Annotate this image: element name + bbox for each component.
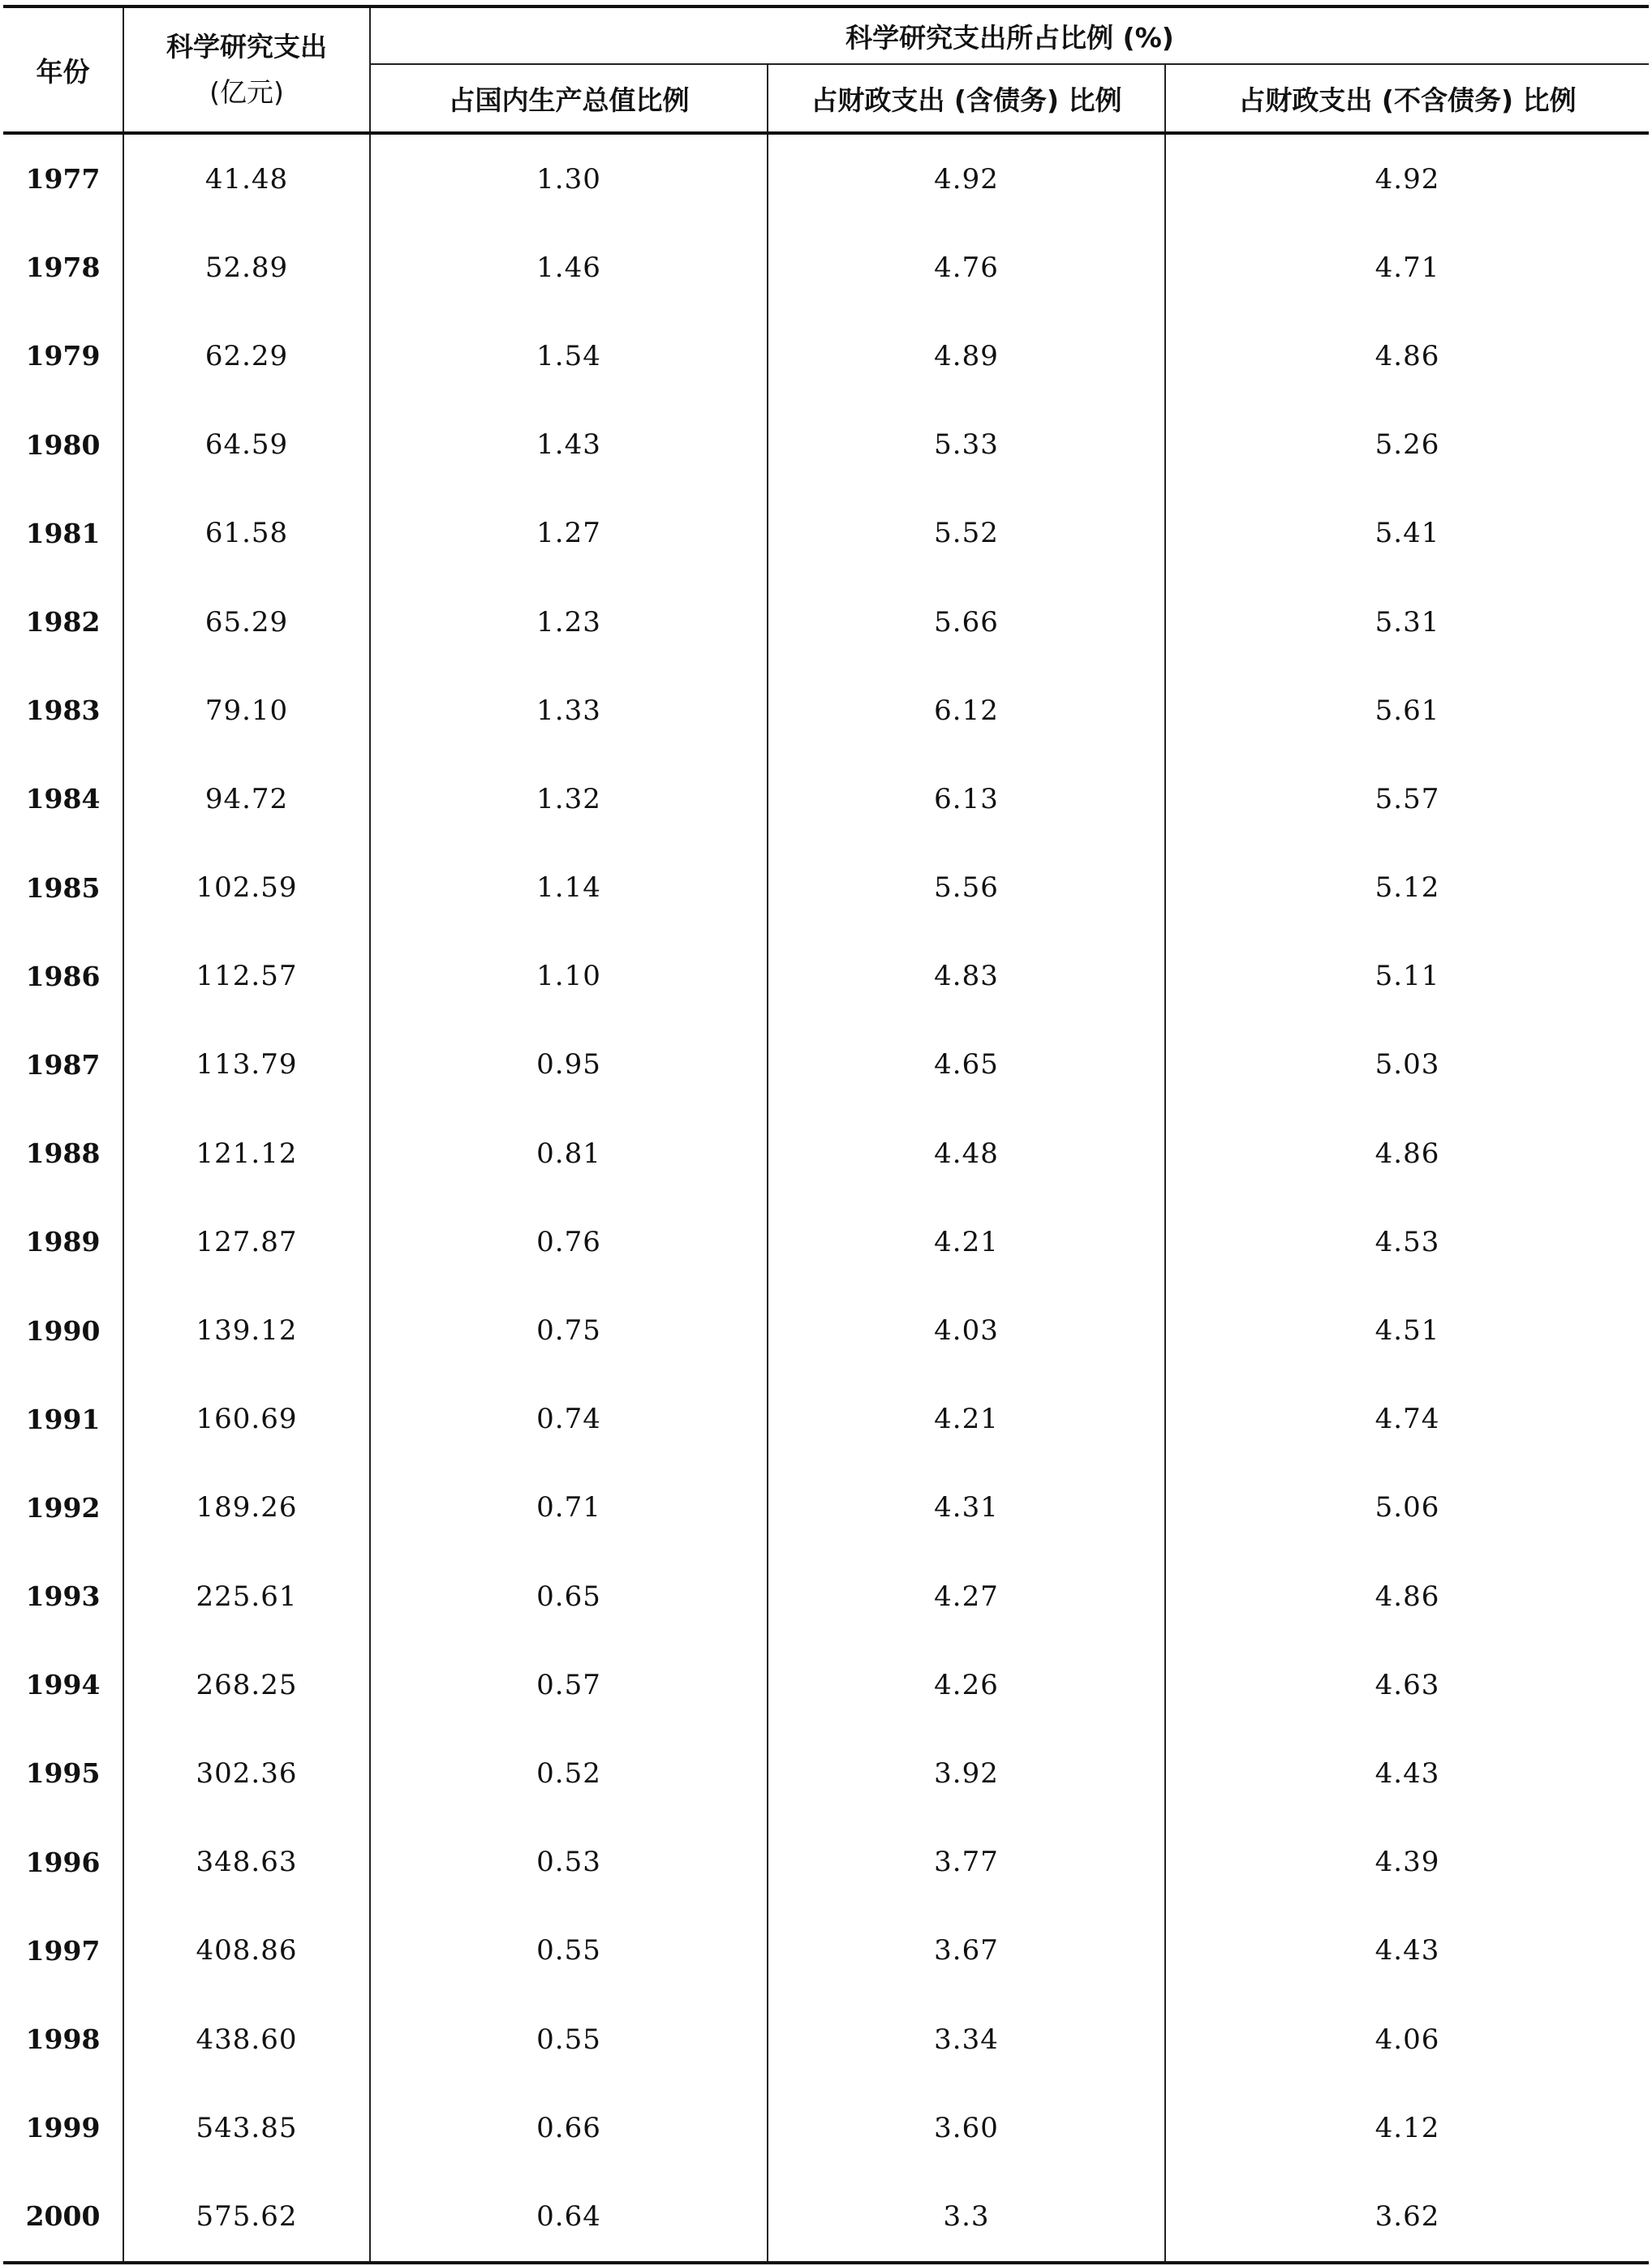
gdp-ratio-cell: 0.71 — [370, 1464, 768, 1552]
fiscal-without-debt-cell: 3.62 — [1165, 2172, 1649, 2262]
expenditure-cell: 102.59 — [123, 844, 370, 932]
fiscal-without-debt-cell: 4.12 — [1165, 2083, 1649, 2172]
fiscal-without-debt-cell: 5.12 — [1165, 844, 1649, 932]
fiscal-with-debt-cell: 4.26 — [768, 1640, 1165, 1729]
year-cell: 1984 — [3, 755, 123, 843]
gdp-ratio-cell: 0.64 — [370, 2172, 768, 2262]
table-row — [3, 1640, 1649, 1729]
year-cell: 1991 — [3, 1375, 123, 1464]
year-cell: 1979 — [3, 312, 123, 400]
expenditure-column-header — [123, 6, 370, 133]
fiscal-without-debt-cell: 4.74 — [1165, 1375, 1649, 1464]
gdp-ratio-cell: 0.57 — [370, 1640, 768, 1729]
gdp-ratio-cell: 1.30 — [370, 133, 768, 223]
fiscal-with-debt-cell: 4.65 — [768, 1021, 1165, 1109]
gdp-ratio-cell: 1.33 — [370, 666, 768, 755]
year-cell: 1999 — [3, 2083, 123, 2172]
expenditure-cell: 348.63 — [123, 1818, 370, 1907]
fiscal-with-debt-cell: 5.66 — [768, 578, 1165, 666]
year-cell: 1992 — [3, 1464, 123, 1552]
year-cell: 1981 — [3, 489, 123, 578]
expenditure-cell: 52.89 — [123, 223, 370, 312]
table-row — [3, 1995, 1649, 2083]
fiscal-with-debt-cell: 4.76 — [768, 223, 1165, 312]
fiscal-with-debt-cell: 3.92 — [768, 1729, 1165, 1817]
expenditure-cell: 575.62 — [123, 2172, 370, 2262]
fiscal-without-debt-column-header: 占财政支出 (不含债务) 比例 — [1165, 64, 1649, 133]
table-row — [3, 223, 1649, 312]
fiscal-with-debt-cell: 4.27 — [768, 1552, 1165, 1640]
year-cell: 1993 — [3, 1552, 123, 1640]
table-row — [3, 133, 1649, 223]
gdp-ratio-cell: 1.43 — [370, 401, 768, 489]
year-cell: 2000 — [3, 2172, 123, 2262]
fiscal-with-debt-cell: 6.12 — [768, 666, 1165, 755]
fiscal-without-debt-cell: 5.11 — [1165, 932, 1649, 1021]
year-cell: 1995 — [3, 1729, 123, 1817]
gdp-ratio-cell: 1.32 — [370, 755, 768, 843]
fiscal-with-debt-cell: 3.60 — [768, 2083, 1165, 2172]
expenditure-cell: 225.61 — [123, 1552, 370, 1640]
expenditure-cell: 112.57 — [123, 932, 370, 1021]
expenditure-header-title: 科学研究支出 — [166, 31, 327, 62]
expenditure-cell: 543.85 — [123, 2083, 370, 2172]
gdp-ratio-cell: 0.52 — [370, 1729, 768, 1817]
fiscal-without-debt-cell: 4.43 — [1165, 1907, 1649, 1995]
fiscal-without-debt-cell: 4.86 — [1165, 1109, 1649, 1197]
expenditure-cell: 121.12 — [123, 1109, 370, 1197]
expenditure-cell: 302.36 — [123, 1729, 370, 1817]
fiscal-without-debt-cell: 4.51 — [1165, 1286, 1649, 1374]
fiscal-without-debt-cell: 4.06 — [1165, 1995, 1649, 2083]
fiscal-with-debt-column-header: 占财政支出 (含债务) 比例 — [768, 64, 1165, 133]
table-row — [3, 1464, 1649, 1552]
gdp-ratio-cell: 0.66 — [370, 2083, 768, 2172]
fiscal-without-debt-cell: 5.26 — [1165, 401, 1649, 489]
year-cell: 1989 — [3, 1197, 123, 1286]
gdp-ratio-cell: 0.55 — [370, 1995, 768, 2083]
gdp-ratio-cell: 1.23 — [370, 578, 768, 666]
fiscal-with-debt-cell: 4.31 — [768, 1464, 1165, 1552]
year-cell: 1987 — [3, 1021, 123, 1109]
table-row — [3, 1907, 1649, 1995]
gdp-ratio-cell: 0.95 — [370, 1021, 768, 1109]
fiscal-without-debt-cell: 4.53 — [1165, 1197, 1649, 1286]
gdp-ratio-cell: 1.10 — [370, 932, 768, 1021]
fiscal-without-debt-cell: 5.06 — [1165, 1464, 1649, 1552]
expenditure-cell: 94.72 — [123, 755, 370, 843]
fiscal-without-debt-cell: 4.92 — [1165, 133, 1649, 223]
expenditure-cell: 62.29 — [123, 312, 370, 400]
year-cell: 1996 — [3, 1818, 123, 1907]
fiscal-without-debt-cell: 4.43 — [1165, 1729, 1649, 1817]
table-row — [3, 1375, 1649, 1464]
table-body — [3, 133, 1649, 2263]
fiscal-with-debt-cell: 5.33 — [768, 401, 1165, 489]
year-cell: 1982 — [3, 578, 123, 666]
fiscal-with-debt-cell: 5.52 — [768, 489, 1165, 578]
year-cell: 1997 — [3, 1907, 123, 1995]
gdp-ratio-cell: 1.46 — [370, 223, 768, 312]
fiscal-without-debt-cell: 5.61 — [1165, 666, 1649, 755]
year-cell: 1990 — [3, 1286, 123, 1374]
fiscal-without-debt-cell: 5.41 — [1165, 489, 1649, 578]
table-row — [3, 1109, 1649, 1197]
year-cell: 1978 — [3, 223, 123, 312]
fiscal-without-debt-cell: 4.39 — [1165, 1818, 1649, 1907]
expenditure-cell: 113.79 — [123, 1021, 370, 1109]
year-cell: 1986 — [3, 932, 123, 1021]
expenditure-cell: 160.69 — [123, 1375, 370, 1464]
fiscal-without-debt-cell: 5.03 — [1165, 1021, 1649, 1109]
expenditure-cell: 64.59 — [123, 401, 370, 489]
table-row — [3, 666, 1649, 755]
expenditure-cell: 41.48 — [123, 133, 370, 223]
expenditure-cell: 139.12 — [123, 1286, 370, 1374]
fiscal-with-debt-cell: 4.83 — [768, 932, 1165, 1021]
fiscal-without-debt-cell: 4.71 — [1165, 223, 1649, 312]
expenditure-cell: 127.87 — [123, 1197, 370, 1286]
fiscal-with-debt-cell: 4.92 — [768, 133, 1165, 223]
table-row — [3, 1552, 1649, 1640]
fiscal-with-debt-cell: 3.67 — [768, 1907, 1165, 1995]
gdp-ratio-cell: 1.54 — [370, 312, 768, 400]
year-column-header: 年份 — [3, 6, 123, 133]
gdp-ratio-cell: 1.14 — [370, 844, 768, 932]
table-row — [3, 1729, 1649, 1817]
year-cell: 1983 — [3, 666, 123, 755]
gdp-ratio-cell: 0.76 — [370, 1197, 768, 1286]
table-row — [3, 312, 1649, 400]
fiscal-with-debt-cell: 4.21 — [768, 1197, 1165, 1286]
year-cell: 1985 — [3, 844, 123, 932]
expenditure-header-unit: (亿元) — [209, 76, 284, 108]
gdp-ratio-cell: 0.81 — [370, 1109, 768, 1197]
table-row — [3, 1021, 1649, 1109]
ratio-group-header: 科学研究支出所占比例 (%) — [370, 6, 1649, 64]
table-row — [3, 578, 1649, 666]
expenditure-cell: 65.29 — [123, 578, 370, 666]
expenditure-cell: 79.10 — [123, 666, 370, 755]
gdp-ratio-column-header: 占国内生产总值比例 — [370, 64, 768, 133]
year-cell: 1980 — [3, 401, 123, 489]
table-row — [3, 2083, 1649, 2172]
table-row — [3, 1286, 1649, 1374]
fiscal-with-debt-cell: 6.13 — [768, 755, 1165, 843]
year-cell: 1998 — [3, 1995, 123, 2083]
table-row — [3, 489, 1649, 578]
fiscal-without-debt-cell: 5.31 — [1165, 578, 1649, 666]
gdp-ratio-cell: 0.53 — [370, 1818, 768, 1907]
fiscal-with-debt-cell: 3.77 — [768, 1818, 1165, 1907]
table-row — [3, 401, 1649, 489]
expenditure-cell: 61.58 — [123, 489, 370, 578]
fiscal-with-debt-cell: 3.3 — [768, 2172, 1165, 2262]
year-cell: 1994 — [3, 1640, 123, 1729]
science-expenditure-table — [3, 5, 1649, 2264]
table-row — [3, 755, 1649, 843]
table-header — [3, 6, 1649, 133]
year-cell: 1977 — [3, 133, 123, 223]
table-row — [3, 932, 1649, 1021]
fiscal-with-debt-cell: 5.56 — [768, 844, 1165, 932]
gdp-ratio-cell: 0.55 — [370, 1907, 768, 1995]
fiscal-without-debt-cell: 5.57 — [1165, 755, 1649, 843]
table-row — [3, 1197, 1649, 1286]
year-cell: 1988 — [3, 1109, 123, 1197]
gdp-ratio-cell: 0.74 — [370, 1375, 768, 1464]
fiscal-without-debt-cell: 4.86 — [1165, 1552, 1649, 1640]
table-row — [3, 844, 1649, 932]
fiscal-with-debt-cell: 3.34 — [768, 1995, 1165, 2083]
header-row-top — [3, 6, 1649, 64]
gdp-ratio-cell: 0.65 — [370, 1552, 768, 1640]
gdp-ratio-cell: 0.75 — [370, 1286, 768, 1374]
fiscal-with-debt-cell: 4.21 — [768, 1375, 1165, 1464]
expenditure-cell: 438.60 — [123, 1995, 370, 2083]
table-row — [3, 1818, 1649, 1907]
fiscal-with-debt-cell: 4.03 — [768, 1286, 1165, 1374]
expenditure-cell: 189.26 — [123, 1464, 370, 1552]
expenditure-cell: 408.86 — [123, 1907, 370, 1995]
gdp-ratio-cell: 1.27 — [370, 489, 768, 578]
fiscal-without-debt-cell: 4.63 — [1165, 1640, 1649, 1729]
fiscal-with-debt-cell: 4.48 — [768, 1109, 1165, 1197]
fiscal-without-debt-cell: 4.86 — [1165, 312, 1649, 400]
expenditure-cell: 268.25 — [123, 1640, 370, 1729]
fiscal-with-debt-cell: 4.89 — [768, 312, 1165, 400]
table-row — [3, 2172, 1649, 2262]
